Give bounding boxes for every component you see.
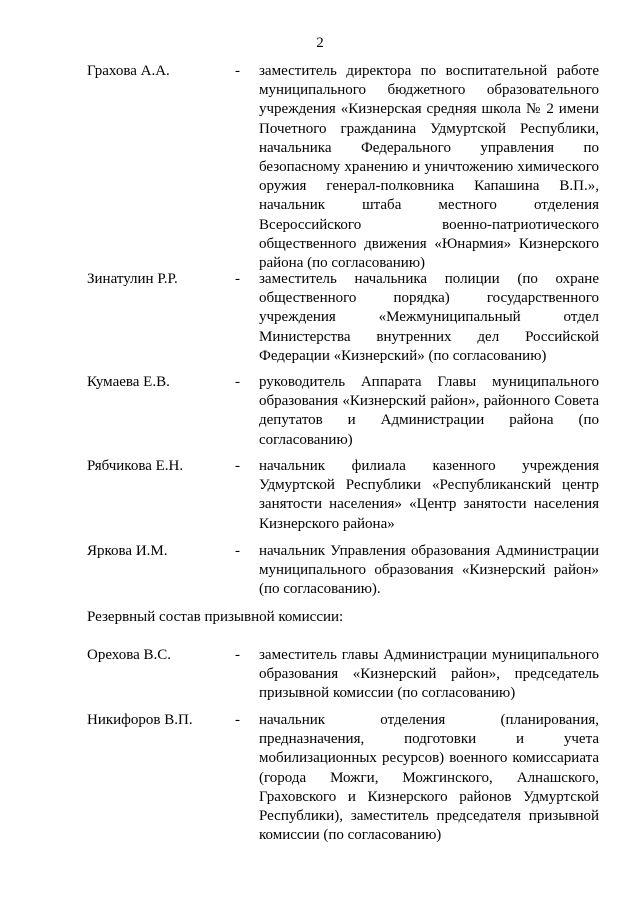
member-description: начальник Управления образования Администрации муниципального образования «Кизнерский район» (по согласованию). — [259, 543, 599, 598]
member-dash: - — [235, 543, 240, 559]
page-number: 2 — [316, 35, 324, 51]
member-dash: - — [235, 647, 240, 663]
member-name: Кумаева Е.В. — [87, 374, 170, 390]
member-name: Яркова И.М. — [87, 543, 168, 559]
member-description: начальник отделения (планирования, предназначения, подготовки и учета мобилизационных ресурсов) военного комиссариата (города Можги, Можгинского, Алнашского, Граховского и Кизнерского районов Удмуртской Республики), заместитель председателя призывной комиссии (по согласованию) — [259, 712, 599, 844]
member-dash: - — [235, 712, 240, 728]
member-name: Грахова А.А. — [87, 63, 170, 79]
reserve-section-title: Резервный состав призывной комиссии: — [87, 609, 344, 625]
member-description: заместитель директора по воспитательной работе муниципального бюджетного образовательного учреждения «Кизнерская средняя школа № 2 имени Почетного гражданина Удмуртской Республики, начальника Федерального управления по безопасному хранению и уничтожению химического оружия генерал-полковника Капашина В.П.», начальник штаба местного отделения Всероссийского военно-патриотического общественного движения «Юнармия» Кизнерского района (по согласованию) — [259, 63, 599, 272]
member-dash: - — [235, 374, 240, 390]
member-description: начальник филиала казенного учреждения Удмуртской Республики «Республиканский центр занятости населения» «Центр занятости населения Кизнерского района» — [259, 458, 599, 532]
member-dash: - — [235, 271, 240, 287]
member-dash: - — [235, 63, 240, 79]
member-description: заместитель главы Администрации муниципального образования «Кизнерский район», председатель призывной комиссии (по согласованию) — [259, 647, 599, 702]
member-name: Орехова В.С. — [87, 647, 172, 663]
member-name: Рябчикова Е.Н. — [87, 458, 184, 474]
member-description: руководитель Аппарата Главы муниципального образования «Кизнерский район», районного Совета депутатов и Администрации района (по согласованию) — [259, 374, 599, 448]
member-description: заместитель начальника полиции (по охране общественного порядка) государственного учреждения «Межмуниципальный отдел Министерства внутренних дел Российской Федерации «Кизнерский» (по согласованию) — [259, 271, 599, 364]
member-name: Зинатулин Р.Р. — [87, 271, 178, 287]
member-dash: - — [235, 458, 240, 474]
member-name: Никифоров В.П. — [87, 712, 193, 728]
